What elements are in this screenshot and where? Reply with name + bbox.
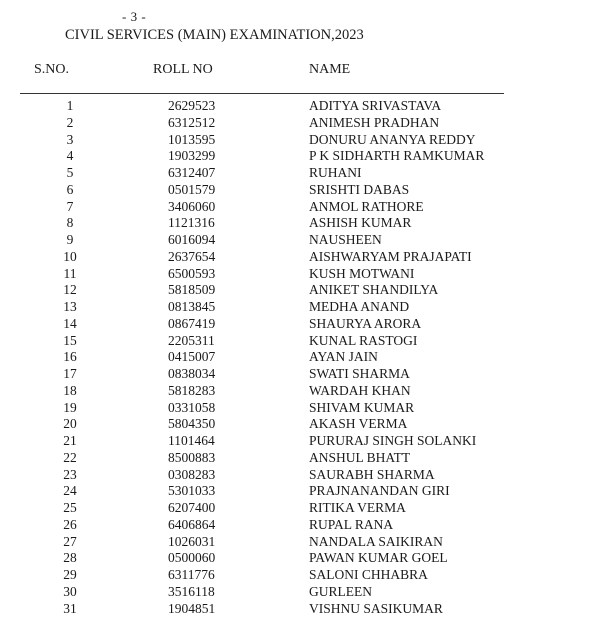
header-divider: [20, 93, 504, 94]
name-cell: ADITYA SRIVASTAVA: [309, 98, 442, 113]
roll-no-cell: 5301033: [168, 483, 216, 499]
table-row: [0, 534, 593, 551]
sno-cell: 6: [66, 181, 74, 197]
sno-cell: 21: [63, 433, 77, 448]
roll-no-cell: 1121316: [168, 215, 215, 231]
name-cell: RUHANI: [309, 165, 362, 180]
name-cell: ASHISH KUMAR: [309, 215, 412, 231]
roll-no-cell: 1026031: [168, 533, 216, 549]
sno-cell: 9: [66, 232, 74, 247]
roll-no-cell: 8500883: [168, 449, 216, 465]
name-cell: GURLEEN: [309, 583, 372, 599]
sno-cell: 7: [66, 198, 74, 214]
table-row: [0, 132, 593, 149]
roll-no-cell: 2629523: [168, 98, 216, 113]
name-cell: SWATI SHARMA: [309, 366, 410, 381]
roll-no-cell: 0838034: [168, 366, 216, 381]
table-row: [0, 400, 593, 417]
sno-cell: 12: [63, 282, 77, 298]
name-cell: ANIKET SHANDILYA: [309, 282, 439, 298]
name-cell: SAURABH SHARMA: [309, 466, 435, 482]
name-cell: NAUSHEEN: [309, 232, 382, 247]
table-row: [0, 115, 593, 132]
sno-cell: 8: [66, 215, 74, 231]
roll-no-cell: 6016094: [168, 232, 216, 247]
sno-cell: 18: [63, 382, 77, 398]
roll-no-cell: 5804350: [168, 416, 216, 432]
sno-cell: 28: [63, 550, 77, 566]
name-cell: WARDAH KHAN: [309, 382, 411, 398]
name-cell: PURURAJ SINGH SOLANKI: [309, 433, 477, 448]
name-cell: NANDALA SAIKIRAN: [309, 533, 443, 549]
roll-no-cell: 6311776: [168, 567, 215, 582]
roll-no-cell: 3406060: [168, 198, 216, 214]
roll-no-cell: 6406864: [168, 516, 216, 532]
table-row: [0, 467, 593, 484]
roll-no-cell: 2205311: [168, 332, 215, 348]
sno-cell: 14: [63, 315, 77, 331]
roll-no-cell: 1903299: [168, 148, 216, 164]
name-cell: ANMOL RATHORE: [309, 198, 424, 214]
column-header-roll-no: ROLL NO: [153, 62, 213, 77]
table-row: [0, 601, 593, 618]
sno-cell: 4: [66, 148, 74, 164]
table-row: [0, 567, 593, 584]
sno-cell: 3: [66, 131, 74, 147]
name-cell: DONURU ANANYA REDDY: [309, 131, 476, 147]
sno-cell: 27: [63, 533, 77, 549]
table-row: [0, 584, 593, 601]
roll-no-cell: 0813845: [168, 299, 216, 314]
name-cell: VISHNU SASIKUMAR: [309, 600, 443, 616]
sno-cell: 13: [63, 299, 77, 314]
sno-cell: 1: [66, 98, 74, 113]
name-cell: RUPAL RANA: [309, 516, 394, 532]
sno-cell: 10: [63, 248, 77, 264]
sno-cell: 31: [63, 600, 77, 616]
table-row: [0, 165, 593, 182]
name-cell: ANIMESH PRADHAN: [309, 114, 440, 130]
name-cell: PRAJNANANDAN GIRI: [309, 483, 450, 499]
roll-no-cell: 3516118: [168, 583, 215, 599]
sno-cell: 29: [63, 567, 77, 582]
table-row: [0, 333, 593, 350]
page-number: - 3 -: [122, 9, 147, 24]
sno-cell: 11: [63, 265, 77, 281]
roll-no-cell: 0331058: [168, 399, 216, 415]
sno-cell: 24: [63, 483, 77, 499]
table-row: [0, 383, 593, 400]
sno-cell: 2: [66, 114, 74, 130]
table-row: [0, 550, 593, 567]
roll-no-cell: 0867419: [168, 315, 216, 331]
roll-no-cell: 0415007: [168, 349, 216, 365]
sno-cell: 26: [63, 516, 77, 532]
name-cell: ANSHUL BHATT: [309, 449, 411, 465]
column-header-sno: S.NO.: [34, 62, 70, 77]
roll-no-cell: 0500060: [168, 550, 216, 566]
table-row: [0, 182, 593, 199]
name-cell: SHAURYA ARORA: [309, 315, 422, 331]
roll-no-cell: 6312512: [168, 114, 216, 130]
name-cell: AYAN JAIN: [309, 349, 378, 365]
table-row: [0, 249, 593, 266]
column-header-name: NAME: [309, 62, 351, 77]
table-row: [0, 416, 593, 433]
table-row: [0, 517, 593, 534]
name-cell: SALONI CHHABRA: [309, 567, 428, 582]
table-row: [0, 232, 593, 249]
name-cell: KUSH MOTWANI: [309, 265, 415, 281]
sno-cell: 17: [63, 366, 77, 381]
roll-no-cell: 0308283: [168, 466, 216, 482]
roll-no-cell: 5818509: [168, 282, 216, 298]
table-row: [0, 215, 593, 232]
table-row: [0, 282, 593, 299]
table-row: [0, 349, 593, 366]
name-cell: SHIVAM KUMAR: [309, 399, 415, 415]
sno-cell: 23: [63, 466, 77, 482]
exam-title: CIVIL SERVICES (MAIN) EXAMINATION,2023: [65, 27, 364, 43]
sno-cell: 25: [63, 500, 77, 515]
name-cell: P K SIDHARTH RAMKUMAR: [309, 148, 485, 164]
sno-cell: 30: [63, 583, 77, 599]
roll-no-cell: 2637654: [168, 248, 216, 264]
roll-no-cell: 1904851: [168, 600, 216, 616]
roll-no-cell: 1101464: [168, 433, 215, 448]
table-row: [0, 366, 593, 383]
table-row: [0, 299, 593, 316]
table-row: [0, 500, 593, 517]
sno-cell: 20: [63, 416, 77, 432]
table-row: [0, 433, 593, 450]
roll-no-cell: 6500593: [168, 265, 216, 281]
table-row: [0, 316, 593, 333]
name-cell: RITIKA VERMA: [309, 500, 406, 515]
table-row: [0, 450, 593, 467]
name-cell: AISHWARYAM PRAJAPATI: [309, 248, 472, 264]
sno-cell: 22: [63, 449, 77, 465]
name-cell: AKASH VERMA: [309, 416, 408, 432]
table-row: [0, 266, 593, 283]
table-row: [0, 98, 593, 115]
table-row: [0, 483, 593, 500]
table-row: [0, 199, 593, 216]
roll-no-cell: 1013595: [168, 131, 216, 147]
name-cell: MEDHA ANAND: [309, 299, 410, 314]
results-table-body: [0, 98, 593, 617]
name-cell: PAWAN KUMAR GOEL: [309, 550, 448, 566]
roll-no-cell: 0501579: [168, 181, 216, 197]
sno-cell: 5: [66, 165, 74, 180]
sno-cell: 19: [63, 399, 77, 415]
name-cell: SRISHTI DABAS: [309, 181, 410, 197]
sno-cell: 15: [63, 332, 77, 348]
name-cell: KUNAL RASTOGI: [309, 332, 418, 348]
roll-no-cell: 5818283: [168, 382, 216, 398]
roll-no-cell: 6312407: [168, 165, 216, 180]
table-row: [0, 148, 593, 165]
roll-no-cell: 6207400: [168, 500, 216, 515]
sno-cell: 16: [63, 349, 77, 365]
